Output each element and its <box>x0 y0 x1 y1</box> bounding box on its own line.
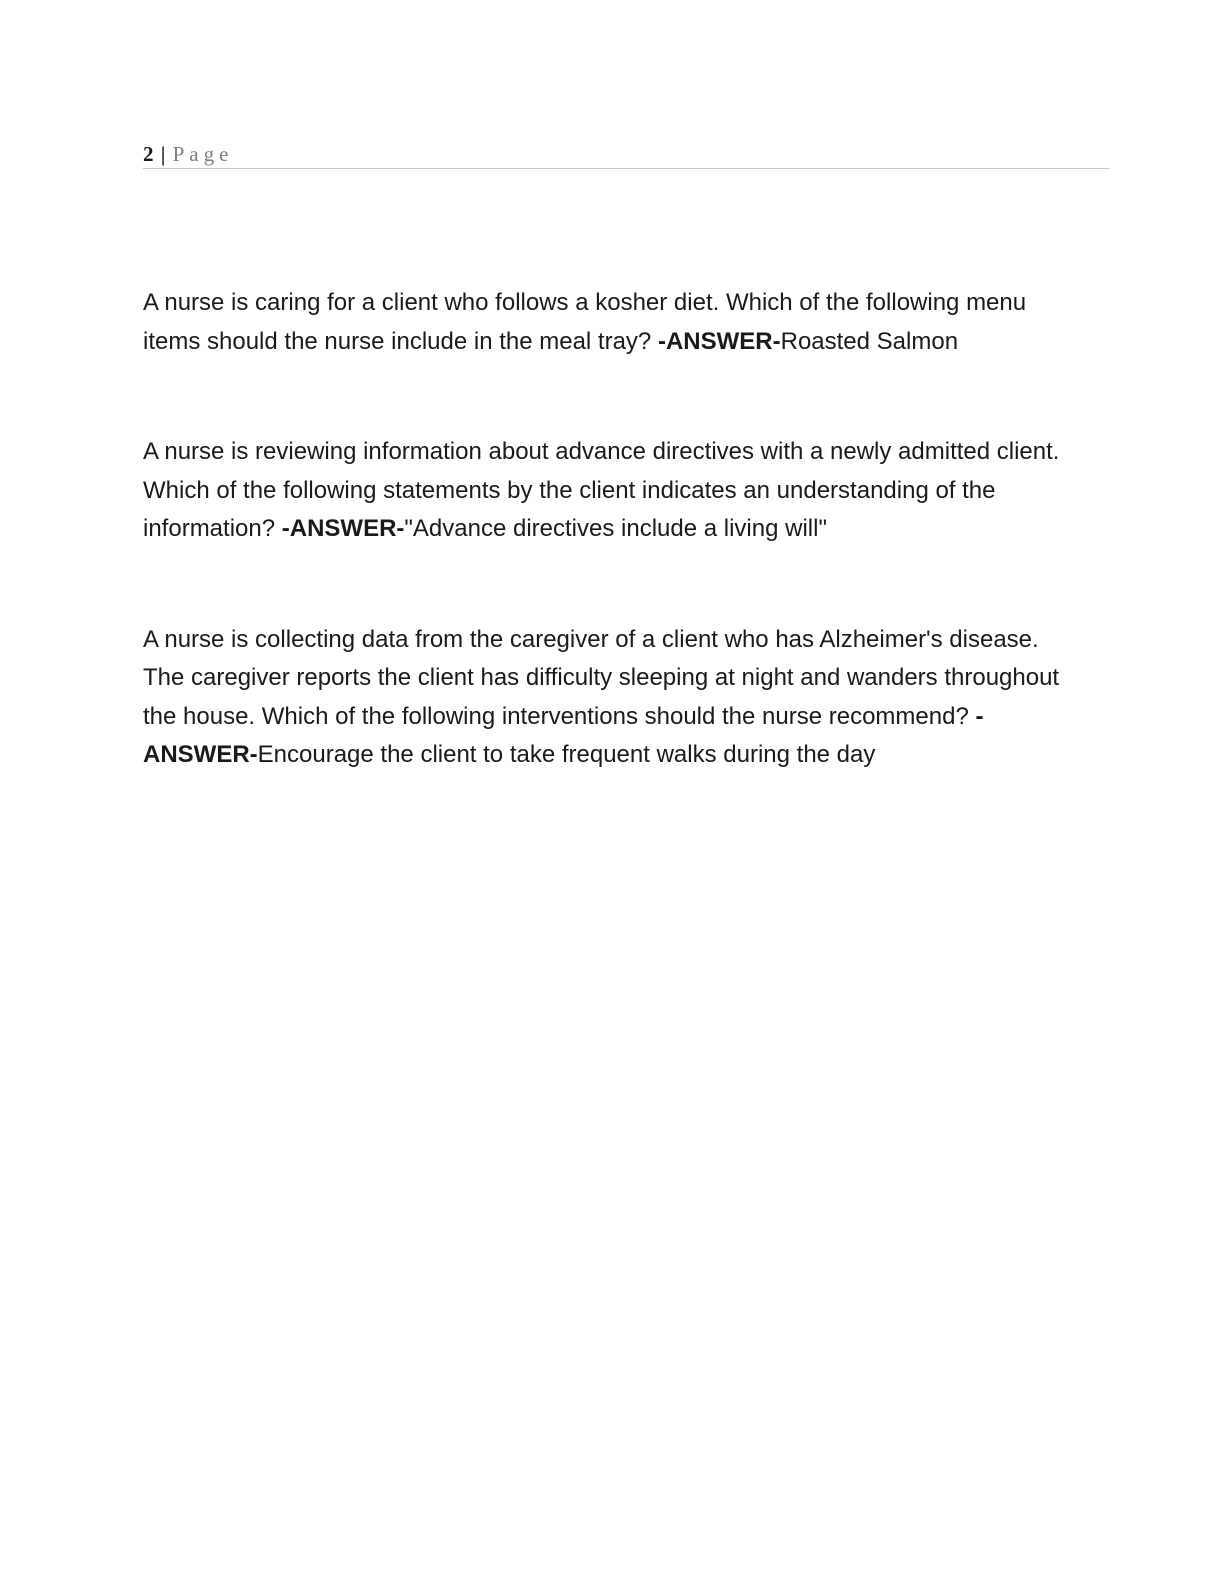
answer-label: -ANSWER- <box>657 327 781 355</box>
question-text: A nurse is caring for a client who follows a kosher diet. Which of the following menu items should the nurse include in the meal tray? <box>143 289 1027 355</box>
qa-item <box>143 621 1083 775</box>
question-text: A nurse is collecting data from the caregiver of a client who has Alzheimer's disease. The caregiver reports the client has difficulty sleeping at night and wanders throughout the house. Which of the following interventions should the nurse recommend? <box>143 625 1060 730</box>
document-body <box>143 284 1083 847</box>
page-separator: | <box>160 142 166 166</box>
page-number: 2 <box>143 142 154 166</box>
answer-text: "Advance directives include a living will" <box>404 515 827 542</box>
answer-label: -ANSWER- <box>281 515 405 542</box>
qa-item <box>143 433 1083 549</box>
answer-label: -ANSWER- <box>143 702 984 768</box>
question-text: A nurse is reviewing information about advance directives with a newly admitted client. Which of the following statements by the client indicates an understanding of the information? <box>143 438 1060 542</box>
page-header <box>143 140 1109 169</box>
page-label: Page <box>172 142 234 166</box>
answer-text: Roasted Salmon <box>780 327 959 355</box>
answer-text: Encourage the client to take frequent walks during the day <box>257 741 876 768</box>
qa-item <box>143 284 1083 361</box>
